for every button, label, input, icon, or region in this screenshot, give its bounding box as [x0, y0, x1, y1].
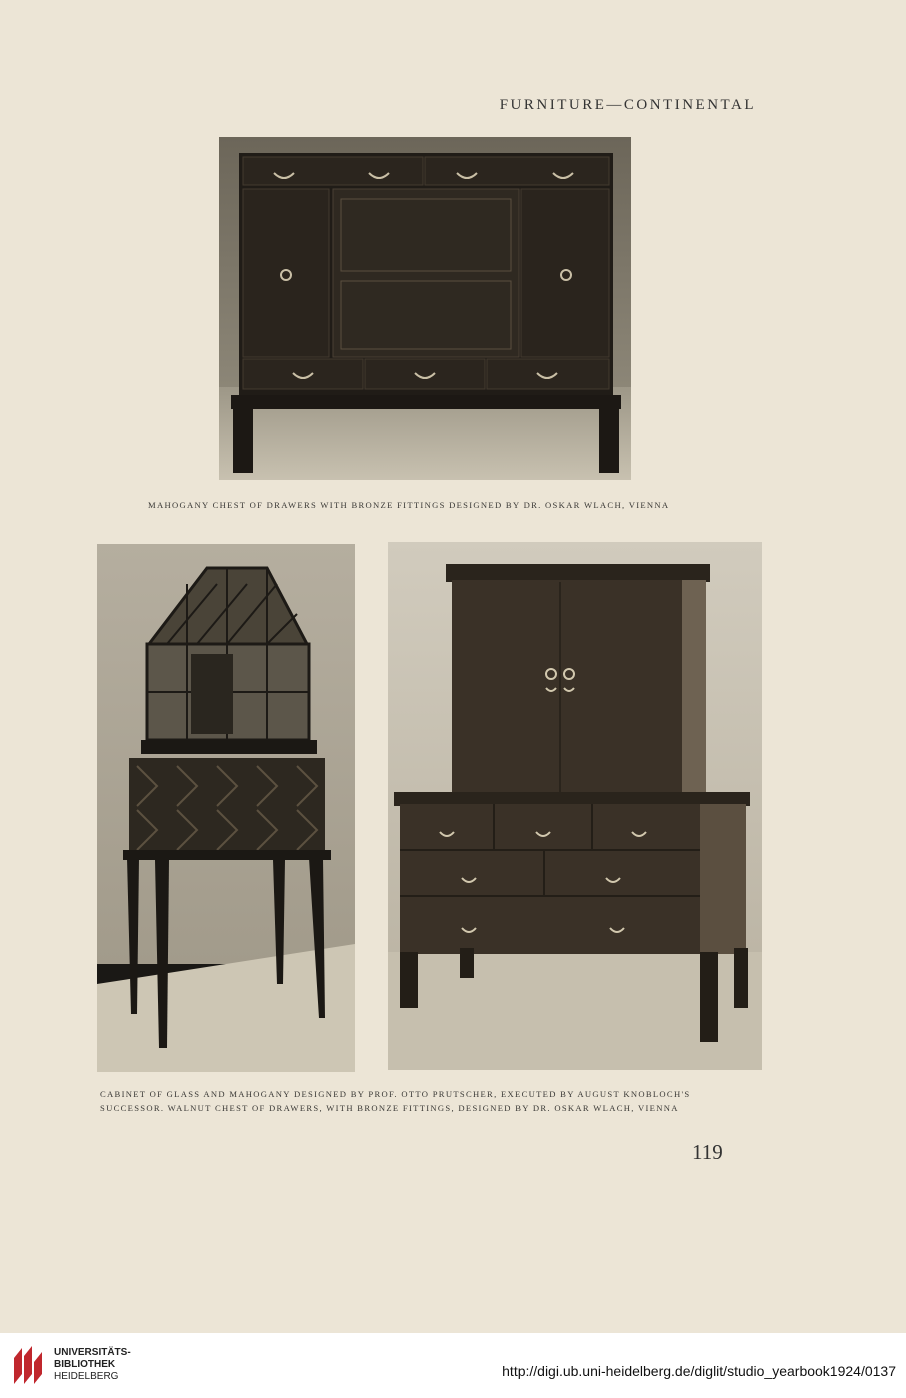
- caption-bottom-line2: SUCCESSOR. WALNUT CHEST OF DRAWERS, WITH BRONZE FITTINGS, DESIGNED BY DR. OSKAR WLACH, VIENNA: [100, 1103, 679, 1113]
- photo-glass-cabinet: [97, 544, 355, 1072]
- source-url-link[interactable]: http://digi.ub.uni-heidelberg.de/diglit/studio_yearbook1924/0137: [502, 1363, 896, 1379]
- caption-bottom-line1: CABINET OF GLASS AND MAHOGANY DESIGNED BY PROF. OTTO PRUTSCHER, EXECUTED BY AUGUST KNOBLOCH'S: [100, 1089, 691, 1099]
- library-line1: UNIVERSITÄTS-: [54, 1347, 131, 1358]
- library-line3: HEIDELBERG: [54, 1371, 119, 1382]
- page-header: FURNITURE—CONTINENTAL: [499, 97, 756, 113]
- library-name[interactable]: [54, 1347, 131, 1383]
- footer-bar: [0, 1333, 906, 1398]
- photo-walnut-chest: [388, 542, 762, 1070]
- photo-mahogany-chest: [219, 137, 631, 480]
- library-line2: BIBLIOTHEK: [54, 1359, 116, 1370]
- page-number: 119: [692, 1140, 723, 1164]
- caption-top: MAHOGANY CHEST OF DRAWERS WITH BRONZE FITTINGS DESIGNED BY DR. OSKAR WLACH, VIENNA: [148, 500, 670, 510]
- university-library-logo[interactable]: [10, 1344, 50, 1388]
